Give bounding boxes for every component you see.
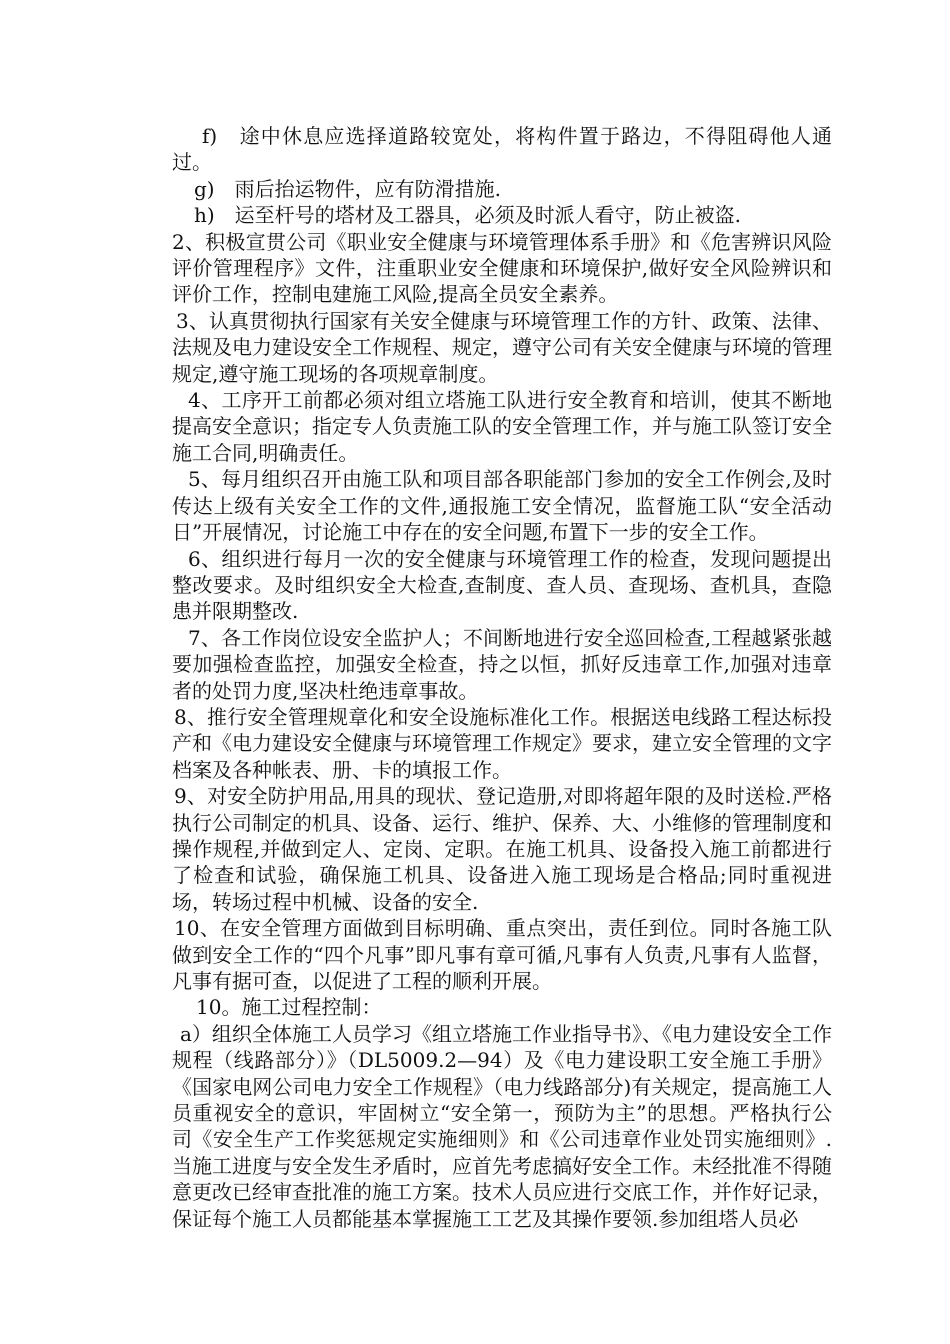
paragraph-3: 3、认真贯彻执行国家有关安全健康与环境管理工作的方针、政策、法律、法规及电力建设安全工作规程、规定，遵守公司有关安全健康与环境的管理规定,遵守施工现场的各项规章制度。 <box>172 308 832 386</box>
paragraph-2: 2、积极宣贯公司《职业安全健康与环境管理体系手册》和《危害辨识风险评价管理程序》文件，注重职业安全健康和环境保护,做好安全风险辨识和评价工作，控制电建施工风险,提高全员安全素养。 <box>172 229 832 307</box>
document-body <box>172 123 832 1232</box>
paragraph-a: a）组织全体施工人员学习《组立塔施工作业指导书》、《电力建设安全工作规程（线路部分）》（DL5009.2—94）及《电力建设职工安全施工手册》《国家电网公司电力安全工作规程》（电力线路部分)有关规定，提高施工人员重视安全的意识，牢固树立“安全第一，预防为主”的思想。严格执行公司《安全生产工作奖惩规定实施细则》和《公司违章作业处罚实施细则》.当施工进度与安全发生矛盾时，应首先考虑搞好安全工作。未经批准不得随意更改已经审查批准的施工方案。技术人员应进行交底工作，并作好记录，保证每个施工人员都能基本掌握施工工艺及其操作要领.参加组塔人员必 <box>172 1021 832 1231</box>
paragraph-g: g) 雨后抬运物件，应有防滑措施. <box>194 176 501 201</box>
paragraph-8: 8、推行安全管理规章化和安全设施标准化工作。根据送电线路工程达标投产和《电力建设安全健康与环境管理工作规定》要求，建立安全管理的文字档案及各种帐表、册、卡的填报工作。 <box>172 704 832 782</box>
paragraph-6: 6、组织进行每月一次的安全健康与环境管理工作的检查，发现问题提出整改要求。及时组织安全大检查,查制度、查人员、查现场、查机具，查隐患并限期整改. <box>172 546 832 624</box>
paragraph-5: 5、每月组织召开由施工队和项目部各职能部门参加的安全工作例会,及时传达上级有关安全工作的文件,通报施工安全情况，监督施工队“安全活动日”开展情况，讨论施工中存在的安全问题,布置下一步的安全工作。 <box>172 467 832 545</box>
paragraph-7: 7、各工作岗位设安全监护人；不间断地进行安全巡回检查,工程越紧张越要加强检查监控，加强安全检查，持之以恒，抓好反违章工作,加强对违章者的处罚力度,坚决杜绝违章事故。 <box>172 625 832 703</box>
paragraph-10: 10、在安全管理方面做到目标明确、重点突出，责任到位。同时各施工队做到安全工作的“四个凡事”即凡事有章可循,凡事有人负责,凡事有人监督，凡事有据可查，以促进了工程的顺利开展。 <box>172 916 832 993</box>
paragraph-f: f) 途中休息应选择道路较宽处，将构件置于路边，不得阻碍他人通过。 <box>172 124 832 175</box>
paragraph-h: h) 运至杆号的塔材及工器具，必须及时派人看守，防止被盗. <box>194 203 742 228</box>
paragraph-4: 4、工序开工前都必须对组立塔施工队进行安全教育和培训，使其不断地提高安全意识；指定专人负责施工队的安全管理工作，并与施工队签订安全施工合同,明确责任。 <box>172 388 832 465</box>
section-heading-process-control: 10。施工过程控制： <box>196 995 382 1020</box>
paragraph-9: 9、对安全防护用品,用具的现状、登记造册,对即将超年限的及时送检.严格执行公司制定的机具、设备、运行、维护、保养、大、小维修的管理制度和操作规程,并做到定人、定岗、定职。在施工机具、设备投入施工前都进行了检查和试验，确保施工机具、设备进入施工现场是合格品;同时重视进场，转场过程中机械、设备的安全. <box>172 784 832 914</box>
